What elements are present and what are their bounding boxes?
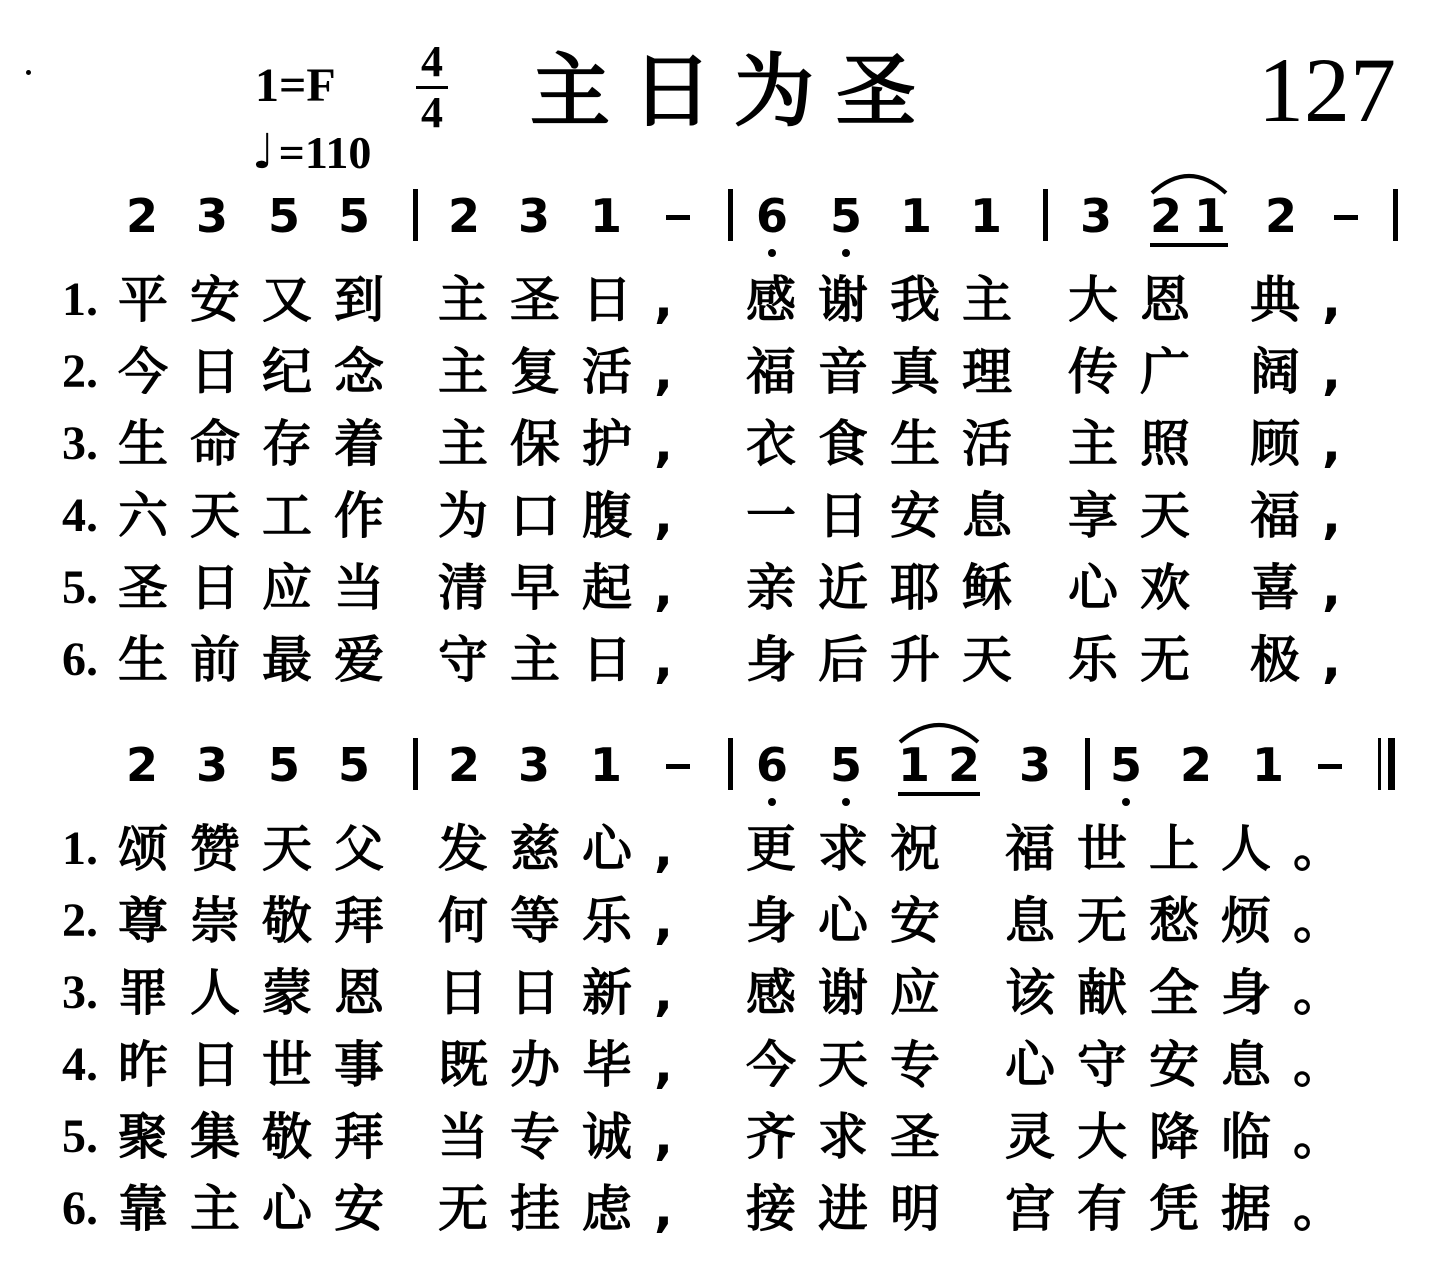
lyric-phrase: 大恩 xyxy=(1068,271,1212,329)
note-digit: 5 xyxy=(267,738,300,792)
hymn-title: 主日为圣 xyxy=(530,45,938,138)
lyric-phrase: 主照 xyxy=(1068,415,1212,473)
note-digit: 2 xyxy=(1149,189,1182,243)
lyric-phrase: 六天工作 xyxy=(118,487,406,545)
lyric-phrase: 一日安息 xyxy=(746,487,1034,545)
lyric-phrase: 衣食生活 xyxy=(746,415,1034,473)
lyric-phrase: 生命存着 xyxy=(118,415,406,473)
verse-number: 3. xyxy=(62,966,98,1019)
lyric-line xyxy=(62,624,1382,696)
lyric-line xyxy=(62,957,1382,1029)
note-digit: 3 xyxy=(195,738,228,792)
lyric-phrase: 典, xyxy=(1250,271,1363,329)
note-digit: 1 xyxy=(589,189,622,243)
note-digit: 1 xyxy=(1251,738,1284,792)
note-digit: 2 xyxy=(1179,738,1212,792)
lyric-phrase: 享天 xyxy=(1068,487,1212,545)
note-digit: 2 xyxy=(125,738,158,792)
lyric-phrase: 颂赞天父 xyxy=(118,820,406,878)
lyric-line xyxy=(62,1173,1382,1245)
lyric-phrase: 主圣日, xyxy=(438,271,695,329)
lyric-phrase: 生前最爱 xyxy=(118,631,406,689)
verse-number: 2. xyxy=(62,345,98,398)
lyric-line xyxy=(62,813,1382,885)
lyric-phrase: 今日纪念 xyxy=(118,343,406,401)
note-digit: 5 xyxy=(267,189,300,243)
lyric-line xyxy=(62,552,1382,624)
lyric-phrase: 当专诚, xyxy=(438,1108,695,1166)
lyric-phrase: 主复活, xyxy=(438,343,695,401)
note-digit: 5 xyxy=(829,738,862,792)
lyric-line xyxy=(62,408,1382,480)
note-digit: 3 xyxy=(195,189,228,243)
barline xyxy=(413,189,418,241)
lyric-phrase: 传广 xyxy=(1068,343,1212,401)
note-digit: 1 xyxy=(969,189,1002,243)
lyric-phrase: 身心安 xyxy=(746,892,962,950)
verse-number: 1. xyxy=(62,273,98,326)
key-signature: 1=F xyxy=(255,59,336,112)
quarter-note-icon: ♩ xyxy=(252,124,275,180)
lyric-phrase: 既办毕, xyxy=(438,1036,695,1094)
tempo-value: =110 xyxy=(278,127,372,178)
slur-arc xyxy=(898,714,980,744)
beam-underline xyxy=(1150,243,1228,247)
lyric-phrase: 身后升天 xyxy=(746,631,1034,689)
lyric-phrase: 罪人蒙恩 xyxy=(118,964,406,1022)
time-signature-bottom: 4 xyxy=(421,88,443,137)
verse-number: 2. xyxy=(62,894,98,947)
note-digit: 5 xyxy=(829,189,862,243)
lyric-phrase: 顾, xyxy=(1250,415,1363,473)
low-octave-dot xyxy=(1122,798,1130,806)
sustain-dash xyxy=(666,764,690,769)
hymn-number: 127 xyxy=(1258,39,1396,141)
lyric-phrase: 该献全身。 xyxy=(1005,964,1365,1022)
lyric-phrase: 福世上人。 xyxy=(1005,820,1365,878)
note-digit: 5 xyxy=(1109,738,1142,792)
verse-number: 4. xyxy=(62,1038,98,1091)
note-digit: 2 xyxy=(447,189,480,243)
note-digit: 2 xyxy=(947,738,980,792)
lyric-phrase: 守主日, xyxy=(438,631,695,689)
note-digit: 3 xyxy=(1018,738,1051,792)
lyric-line xyxy=(62,1029,1382,1101)
verse-number: 5. xyxy=(62,561,98,614)
lyric-phrase: 息无愁烦。 xyxy=(1005,892,1365,950)
note-digit: 3 xyxy=(1079,189,1112,243)
lyric-phrase: 乐无 xyxy=(1068,631,1212,689)
lyric-phrase: 为口腹, xyxy=(438,487,695,545)
lyric-line xyxy=(62,336,1382,408)
final-barline-thin xyxy=(1378,738,1381,790)
low-octave-dot xyxy=(768,249,776,257)
lyric-line xyxy=(62,264,1382,336)
lyric-phrase: 何等乐, xyxy=(438,892,695,950)
barline xyxy=(1043,189,1048,241)
lyric-phrase: 接进明 xyxy=(746,1180,962,1238)
note-digit: 2 xyxy=(125,189,158,243)
lyric-phrase: 宫有凭据。 xyxy=(1005,1180,1365,1238)
lyric-phrase: 感谢我主 xyxy=(746,271,1034,329)
lyric-phrase: 福音真理 xyxy=(746,343,1034,401)
verse-number: 6. xyxy=(62,1182,98,1235)
lyric-phrase: 齐求圣 xyxy=(746,1108,962,1166)
verse-number: 1. xyxy=(62,822,98,875)
verse-number: 6. xyxy=(62,633,98,686)
low-octave-dot xyxy=(842,798,850,806)
verse-number: 4. xyxy=(62,489,98,542)
lyric-phrase: 清早起, xyxy=(438,559,695,617)
lyric-phrase: 平安又到 xyxy=(118,271,406,329)
lyric-phrase: 圣日应当 xyxy=(118,559,406,617)
lyric-phrase: 主保护, xyxy=(438,415,695,473)
final-barline-thick xyxy=(1388,738,1395,790)
note-digit: 6 xyxy=(755,738,788,792)
sustain-dash xyxy=(1318,764,1342,769)
low-octave-dot xyxy=(768,798,776,806)
sustain-dash xyxy=(1334,215,1358,220)
verse-number: 5. xyxy=(62,1110,98,1163)
lyric-phrase: 喜, xyxy=(1250,559,1363,617)
low-octave-dot xyxy=(842,249,850,257)
lyric-phrase: 心守安息。 xyxy=(1005,1036,1365,1094)
time-signature-top: 4 xyxy=(421,37,443,86)
lyric-phrase: 昨日世事 xyxy=(118,1036,406,1094)
lyric-phrase: 发慈心, xyxy=(438,820,695,878)
note-digit: 5 xyxy=(337,738,370,792)
note-digit: 3 xyxy=(517,738,550,792)
lyric-line xyxy=(62,480,1382,552)
lyric-phrase: 阔, xyxy=(1250,343,1363,401)
lyric-phrase: 亲近耶稣 xyxy=(746,559,1034,617)
note-digit: 6 xyxy=(755,189,788,243)
note-digit: 1 xyxy=(589,738,622,792)
note-digit: 1 xyxy=(897,738,930,792)
barline xyxy=(413,738,418,790)
lyric-phrase: 尊崇敬拜 xyxy=(118,892,406,950)
lyric-phrase: 灵大降临。 xyxy=(1005,1108,1365,1166)
lyric-line xyxy=(62,885,1382,957)
verse-number: 3. xyxy=(62,417,98,470)
lyric-phrase: 聚集敬拜 xyxy=(118,1108,406,1166)
barline xyxy=(1085,738,1090,790)
lyric-phrase: 日日新, xyxy=(438,964,695,1022)
note-digit: 2 xyxy=(1264,189,1297,243)
lyric-phrase: 心欢 xyxy=(1068,559,1212,617)
lyric-phrase: 极, xyxy=(1250,631,1363,689)
note-digit: 2 xyxy=(447,738,480,792)
note-digit: 5 xyxy=(337,189,370,243)
lyric-phrase: 更求祝 xyxy=(746,820,962,878)
slur-arc xyxy=(1150,165,1228,195)
lyric-phrase: 今天专 xyxy=(746,1036,962,1094)
lyric-phrase: 无挂虑, xyxy=(438,1180,695,1238)
lyric-phrase: 感谢应 xyxy=(746,964,962,1022)
barline xyxy=(728,189,733,241)
note-digit: 1 xyxy=(1193,189,1226,243)
beam-underline xyxy=(898,792,980,796)
sustain-dash xyxy=(666,215,690,220)
note-digit: 1 xyxy=(899,189,932,243)
note-digit: 3 xyxy=(517,189,550,243)
lyric-phrase: 福, xyxy=(1250,487,1363,545)
barline xyxy=(728,738,733,790)
lyric-phrase: 靠主心安 xyxy=(118,1180,406,1238)
barline xyxy=(1393,189,1398,241)
lyric-line xyxy=(62,1101,1382,1173)
